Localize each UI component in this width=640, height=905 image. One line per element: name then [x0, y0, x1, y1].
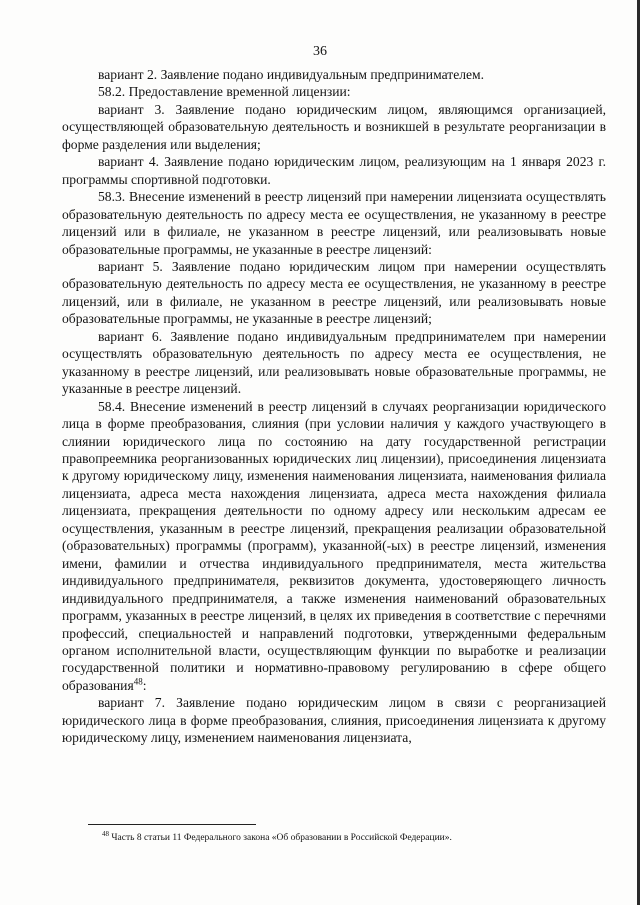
- paragraph-variant-6: вариант 6. Заявление подано индивидуальным предпринимателем при намерении осуществлять образовательную деятельность по адресу места ее осуществления, не указанному в реестре лицензий, или реализовывать новые образовательные программы, не указанные в реестре лицензий.: [62, 328, 606, 397]
- footnote-divider: [88, 824, 256, 825]
- footnote-reference[interactable]: 48: [133, 676, 143, 687]
- paragraph-58-4-tail: :: [142, 677, 147, 693]
- page-number: 36: [313, 44, 327, 59]
- paragraph-variant-7: вариант 7. Заявление подано юридическим лицом в связи с реорганизацией юридического лица в форме преобразования, слияния, присоединения лицензиата к другому юридическому лицу, изменением наименования лицензиата,: [62, 695, 606, 746]
- footnote: [102, 829, 602, 844]
- paragraph-variant-2: вариант 2. Заявление подано индивидуальным предпринимателем.: [98, 67, 485, 82]
- paragraph-variant-5: вариант 5. Заявление подано юридическим лицом при намерении осуществлять образовательную деятельность по адресу места ее осуществления, не указанному в реестре лицензий, или в филиале, не указанном в реестре лицензий, или реализовывать новые образовательные программы, не указанные в реестре лицензий;: [62, 258, 606, 327]
- paragraph-58-2: 58.2. Предоставление временной лицензии:: [98, 84, 351, 100]
- paragraph-58-4: [62, 398, 606, 695]
- footnote-text: Часть 8 статьи 11 Федерального закона «Об образовании в Российской Федерации».: [111, 833, 452, 843]
- footnote-marker: 48: [102, 829, 109, 838]
- paragraph-58-4-text: 58.4. Внесение изменений в реестр лицензий в случаях реорганизации юридического лица в форме преобразования, слияния (при условии наличия у каждого участвующего в слиянии юридического лица по состоянию на дату государственной регистрации правопреемника реорганизованных юридических лиц лицензии), присоединения лицензиата к другому юридическому лицу, изменения наименования лицензиата, наименования филиала лицензиата, адреса места нахождения лицензиата, адреса места нахождения филиала лицензиата, прекращения деятельности по одному адресу или нескольким адресам ее осуществления, указанным в реестре лицензий, прекращения реализации образовательной (образовательных) программы (программ), указанной(-ых) в реестре лицензий, изменения имени, фамилии и отчества индивидуального предпринимателя, места жительства индивидуального предпринимателя, реквизитов документа, удостоверяющего личность индивидуального предпринимателя, а также изменения наименований образовательных программ, указанных в реестре лицензий, в целях их приведения в соответствие с перечнями профессий, специальностей и направлений подготовки, утвержденными федеральным органом исполнительной власти, осуществляющим функции по выработке и реализации государственной политики и нормативно-правовому регулированию в сфере общего образования: [62, 398, 606, 693]
- document-body: [62, 66, 606, 747]
- paragraph-58-3: 58.3. Внесение изменений в реестр лицензий при намерении лицензиата осуществлять образовательную деятельность по адресу места ее осуществления, не указанному в реестре лицензий или в филиале, не указанном в реестре лицензий, или реализовывать новые образовательные программы, не указанные в реестре лицензий:: [62, 189, 606, 257]
- paragraph-variant-3: вариант 3. Заявление подано юридическим лицом, являющимся организацией, осуществляющей образовательную деятельность и возникшей в результате реорганизации в форме разделения или выделения;: [62, 101, 606, 152]
- paragraph-variant-4: вариант 4. Заявление подано юридическим лицом, реализующим на 1 января 2023 г. программы спортивной подготовки.: [62, 154, 606, 187]
